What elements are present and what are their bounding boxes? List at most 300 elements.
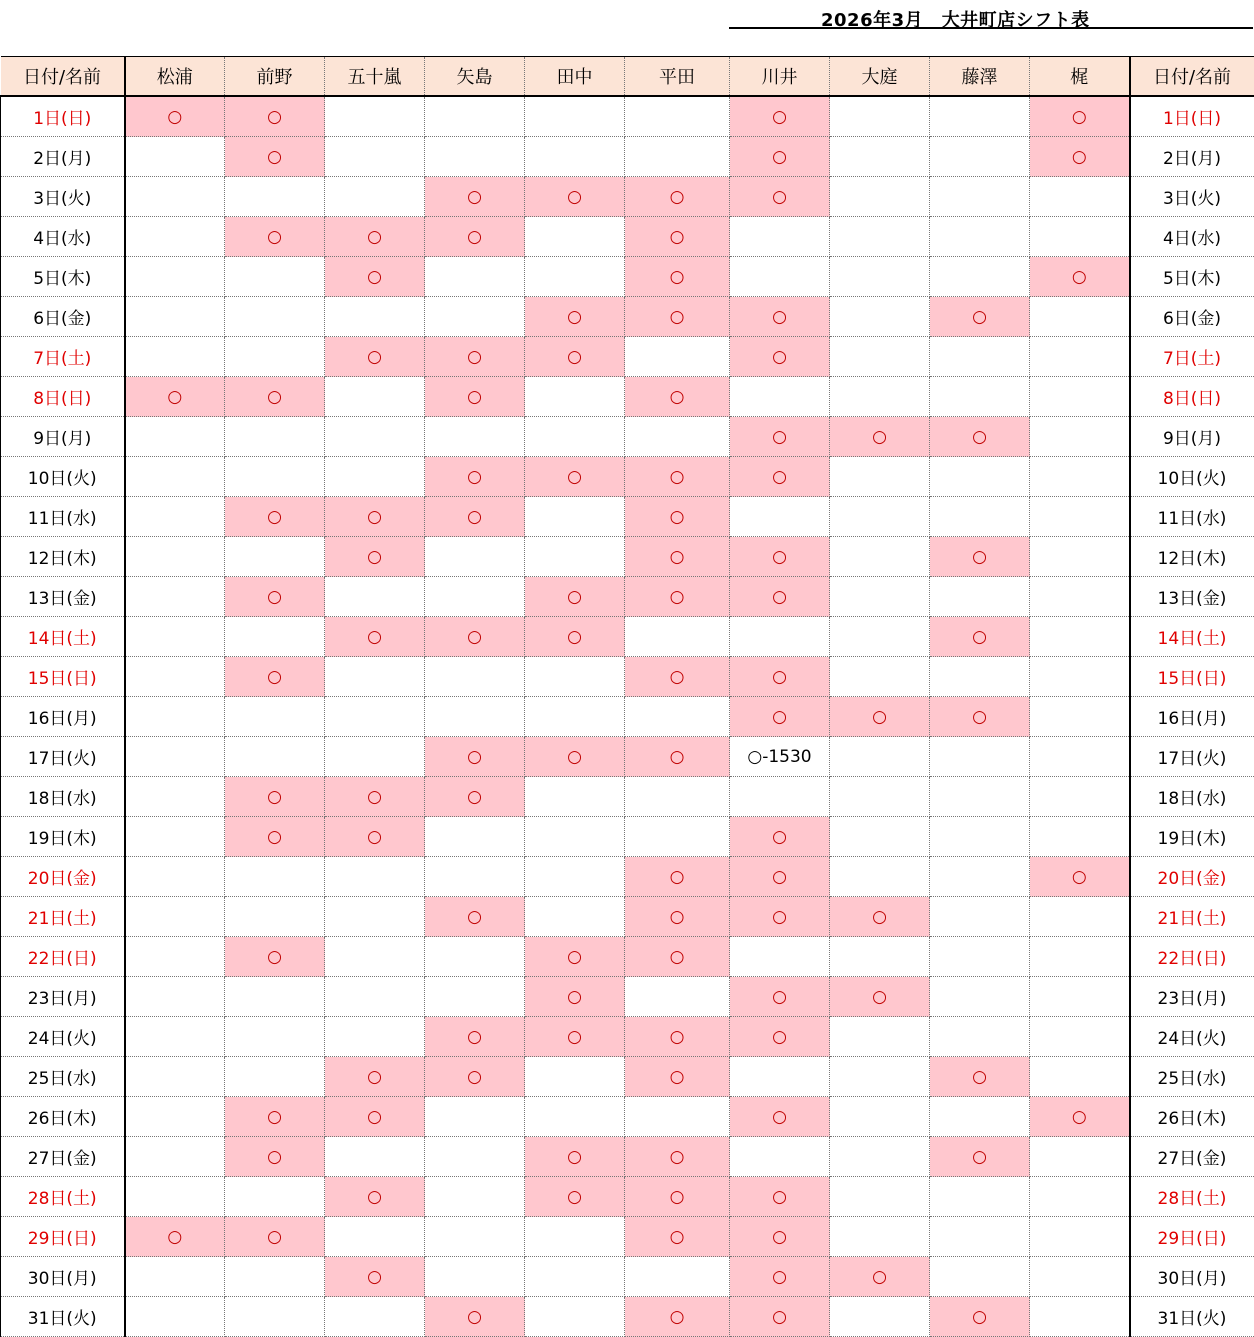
shift-cell[interactable]: ○ (730, 1297, 830, 1337)
shift-cell[interactable] (830, 537, 930, 577)
shift-cell[interactable]: ○ (730, 417, 830, 457)
shift-cell[interactable] (1030, 1017, 1130, 1057)
shift-cell[interactable]: ○ (425, 737, 525, 777)
shift-cell[interactable]: ○ (625, 217, 730, 257)
shift-cell[interactable] (1030, 1297, 1130, 1337)
shift-cell[interactable]: ○ (730, 1217, 830, 1257)
shift-cell[interactable] (1030, 1057, 1130, 1097)
shift-cell[interactable] (425, 1097, 525, 1137)
shift-cell[interactable] (125, 1257, 225, 1297)
shift-cell[interactable]: ○ (525, 297, 625, 337)
shift-cell[interactable] (125, 577, 225, 617)
shift-cell[interactable] (125, 257, 225, 297)
shift-cell[interactable] (830, 377, 930, 417)
shift-cell[interactable]: ○ (125, 1217, 225, 1257)
shift-cell[interactable]: ○ (730, 1097, 830, 1137)
shift-cell[interactable] (1030, 577, 1130, 617)
shift-cell[interactable]: ○ (625, 1177, 730, 1217)
shift-cell[interactable] (425, 537, 525, 577)
shift-cell[interactable] (525, 217, 625, 257)
shift-cell[interactable] (730, 1137, 830, 1177)
shift-cell[interactable] (930, 1217, 1030, 1257)
shift-cell[interactable] (830, 1217, 930, 1257)
shift-cell[interactable] (225, 857, 325, 897)
shift-cell[interactable]: ○ (525, 1137, 625, 1177)
shift-cell[interactable] (425, 1137, 525, 1177)
shift-cell[interactable]: ○ (325, 217, 425, 257)
shift-cell[interactable] (225, 297, 325, 337)
shift-cell[interactable] (525, 657, 625, 697)
shift-cell[interactable]: ○ (225, 577, 325, 617)
shift-cell[interactable] (125, 537, 225, 577)
shift-cell[interactable] (525, 897, 625, 937)
shift-cell[interactable]: ○ (930, 537, 1030, 577)
shift-cell[interactable]: ○ (325, 497, 425, 537)
shift-cell[interactable] (325, 1137, 425, 1177)
shift-cell[interactable] (930, 497, 1030, 537)
shift-cell[interactable] (930, 377, 1030, 417)
shift-cell[interactable] (125, 1297, 225, 1337)
shift-cell[interactable] (425, 817, 525, 857)
shift-cell[interactable]: ○ (525, 337, 625, 377)
shift-cell[interactable] (125, 137, 225, 177)
shift-cell[interactable] (930, 777, 1030, 817)
shift-cell[interactable]: ○ (525, 937, 625, 977)
shift-cell[interactable]: ○ (625, 457, 730, 497)
shift-cell[interactable]: ○ (930, 1137, 1030, 1177)
shift-cell[interactable] (225, 177, 325, 217)
shift-cell[interactable] (325, 1017, 425, 1057)
shift-cell[interactable]: ○ (525, 577, 625, 617)
shift-cell[interactable]: ○ (425, 457, 525, 497)
shift-cell[interactable] (525, 96, 625, 137)
shift-cell[interactable] (830, 177, 930, 217)
shift-cell[interactable]: ○ (425, 377, 525, 417)
shift-cell[interactable] (225, 737, 325, 777)
shift-cell[interactable]: ○ (325, 337, 425, 377)
shift-cell[interactable]: ○ (830, 897, 930, 937)
shift-cell[interactable]: ○ (830, 977, 930, 1017)
shift-cell[interactable] (1030, 177, 1130, 217)
shift-cell[interactable] (930, 817, 1030, 857)
shift-cell[interactable]: ○ (525, 617, 625, 657)
shift-cell[interactable] (125, 457, 225, 497)
shift-cell[interactable]: ○ (730, 177, 830, 217)
shift-cell[interactable] (730, 1057, 830, 1097)
shift-cell[interactable]: ○ (730, 137, 830, 177)
shift-cell[interactable] (325, 937, 425, 977)
shift-cell[interactable] (830, 297, 930, 337)
shift-cell[interactable] (425, 937, 525, 977)
shift-cell[interactable]: ○ (325, 257, 425, 297)
shift-cell[interactable]: ○ (730, 657, 830, 697)
shift-cell[interactable]: ○ (830, 1257, 930, 1297)
shift-cell[interactable] (125, 1137, 225, 1177)
shift-cell[interactable]: ○ (730, 857, 830, 897)
shift-cell[interactable] (830, 96, 930, 137)
shift-cell[interactable] (425, 1257, 525, 1297)
shift-cell[interactable] (1030, 817, 1130, 857)
shift-cell[interactable] (930, 137, 1030, 177)
shift-cell[interactable]: ○ (625, 577, 730, 617)
shift-cell[interactable]: ○ (425, 1057, 525, 1097)
shift-cell[interactable]: ○ (625, 497, 730, 537)
shift-cell[interactable] (830, 1017, 930, 1057)
shift-cell[interactable] (425, 577, 525, 617)
shift-cell[interactable] (930, 737, 1030, 777)
shift-cell[interactable] (1030, 697, 1130, 737)
shift-cell[interactable]: ○ (730, 537, 830, 577)
shift-cell[interactable] (1030, 217, 1130, 257)
shift-cell[interactable] (1030, 337, 1130, 377)
shift-cell[interactable] (125, 1057, 225, 1097)
shift-cell[interactable]: ○ (625, 657, 730, 697)
shift-cell[interactable]: ○ (425, 217, 525, 257)
shift-cell[interactable] (125, 497, 225, 537)
shift-cell[interactable]: ○ (325, 777, 425, 817)
shift-cell[interactable] (425, 257, 525, 297)
shift-cell[interactable] (225, 1257, 325, 1297)
shift-cell[interactable]: ○ (525, 1017, 625, 1057)
shift-cell[interactable] (930, 457, 1030, 497)
shift-cell[interactable] (525, 1057, 625, 1097)
shift-cell[interactable]: ○ (730, 1257, 830, 1297)
shift-cell[interactable] (830, 257, 930, 297)
shift-cell[interactable]: ○ (930, 1297, 1030, 1337)
shift-cell[interactable]: ○ (625, 1017, 730, 1057)
shift-cell[interactable]: ○ (730, 297, 830, 337)
shift-cell[interactable] (830, 737, 930, 777)
shift-cell[interactable] (625, 1257, 730, 1297)
shift-cell[interactable] (1030, 417, 1130, 457)
shift-cell[interactable] (930, 96, 1030, 137)
shift-cell[interactable] (225, 337, 325, 377)
shift-cell[interactable] (425, 1217, 525, 1257)
shift-cell[interactable] (930, 337, 1030, 377)
shift-cell[interactable] (325, 897, 425, 937)
shift-cell[interactable]: ○ (930, 297, 1030, 337)
shift-cell[interactable] (930, 1017, 1030, 1057)
shift-cell[interactable] (930, 977, 1030, 1017)
shift-cell[interactable] (1030, 977, 1130, 1017)
shift-cell[interactable] (525, 257, 625, 297)
shift-cell[interactable] (325, 417, 425, 457)
shift-cell[interactable] (325, 737, 425, 777)
shift-cell[interactable]: ○ (425, 177, 525, 217)
shift-cell[interactable]: ○ (625, 737, 730, 777)
shift-cell[interactable]: ○ (625, 177, 730, 217)
shift-cell[interactable] (930, 1097, 1030, 1137)
shift-cell[interactable]: ○ (525, 177, 625, 217)
shift-cell[interactable] (125, 897, 225, 937)
shift-cell[interactable]: ○ (225, 1097, 325, 1137)
shift-cell[interactable]: ○ (625, 857, 730, 897)
shift-cell[interactable] (125, 1097, 225, 1137)
shift-cell[interactable] (930, 177, 1030, 217)
shift-cell[interactable]: ○ (425, 1297, 525, 1337)
shift-cell[interactable] (125, 737, 225, 777)
shift-cell[interactable]: ○ (525, 977, 625, 1017)
shift-cell[interactable] (125, 977, 225, 1017)
shift-cell[interactable]: ○ (730, 897, 830, 937)
shift-cell[interactable] (325, 577, 425, 617)
shift-cell[interactable] (1030, 937, 1130, 977)
shift-cell[interactable] (730, 777, 830, 817)
shift-cell[interactable] (125, 857, 225, 897)
shift-cell[interactable]: ○ (225, 96, 325, 137)
shift-cell[interactable] (730, 257, 830, 297)
shift-cell[interactable]: ○ (930, 1057, 1030, 1097)
shift-cell[interactable] (625, 96, 730, 137)
shift-cell[interactable]: ○ (425, 897, 525, 937)
shift-cell[interactable]: ○ (125, 377, 225, 417)
shift-cell[interactable] (830, 1097, 930, 1137)
shift-cell[interactable]: ○ (325, 1257, 425, 1297)
shift-cell[interactable] (625, 337, 730, 377)
shift-cell[interactable]: ○-1530 (730, 737, 830, 777)
shift-cell[interactable] (830, 1177, 930, 1217)
shift-cell[interactable] (730, 497, 830, 537)
shift-cell[interactable] (830, 457, 930, 497)
shift-cell[interactable] (625, 817, 730, 857)
shift-cell[interactable] (125, 617, 225, 657)
shift-cell[interactable]: ○ (225, 137, 325, 177)
shift-cell[interactable] (125, 817, 225, 857)
shift-cell[interactable]: ○ (730, 1177, 830, 1217)
shift-cell[interactable] (425, 857, 525, 897)
shift-cell[interactable] (525, 537, 625, 577)
shift-cell[interactable] (225, 697, 325, 737)
shift-cell[interactable] (325, 1217, 425, 1257)
shift-cell[interactable]: ○ (525, 1177, 625, 1217)
shift-cell[interactable] (930, 1257, 1030, 1297)
shift-cell[interactable] (225, 1057, 325, 1097)
shift-cell[interactable] (425, 417, 525, 457)
shift-cell[interactable]: ○ (625, 297, 730, 337)
shift-cell[interactable]: ○ (625, 1217, 730, 1257)
shift-cell[interactable] (730, 377, 830, 417)
shift-cell[interactable]: ○ (1030, 137, 1130, 177)
shift-cell[interactable]: ○ (225, 657, 325, 697)
shift-cell[interactable] (1030, 777, 1130, 817)
shift-cell[interactable]: ○ (425, 1017, 525, 1057)
shift-cell[interactable] (830, 1057, 930, 1097)
shift-cell[interactable] (225, 977, 325, 1017)
shift-cell[interactable] (525, 1097, 625, 1137)
shift-cell[interactable] (930, 857, 1030, 897)
shift-cell[interactable] (325, 297, 425, 337)
shift-cell[interactable] (830, 937, 930, 977)
shift-cell[interactable] (1030, 297, 1130, 337)
shift-cell[interactable]: ○ (730, 817, 830, 857)
shift-cell[interactable] (525, 697, 625, 737)
shift-cell[interactable] (325, 137, 425, 177)
shift-cell[interactable] (930, 257, 1030, 297)
shift-cell[interactable] (525, 1217, 625, 1257)
shift-cell[interactable] (125, 297, 225, 337)
shift-cell[interactable]: ○ (730, 697, 830, 737)
shift-cell[interactable] (325, 377, 425, 417)
shift-cell[interactable] (930, 577, 1030, 617)
shift-cell[interactable]: ○ (325, 1097, 425, 1137)
shift-cell[interactable]: ○ (625, 537, 730, 577)
shift-cell[interactable] (325, 96, 425, 137)
shift-cell[interactable]: ○ (325, 1177, 425, 1217)
shift-cell[interactable]: ○ (730, 337, 830, 377)
shift-cell[interactable]: ○ (730, 577, 830, 617)
shift-cell[interactable]: ○ (1030, 1097, 1130, 1137)
shift-cell[interactable] (425, 297, 525, 337)
shift-cell[interactable] (325, 657, 425, 697)
shift-cell[interactable]: ○ (225, 777, 325, 817)
shift-cell[interactable] (125, 417, 225, 457)
shift-cell[interactable] (1030, 377, 1130, 417)
shift-cell[interactable] (425, 697, 525, 737)
shift-cell[interactable]: ○ (325, 617, 425, 657)
shift-cell[interactable]: ○ (125, 96, 225, 137)
shift-cell[interactable]: ○ (625, 937, 730, 977)
shift-cell[interactable]: ○ (425, 337, 525, 377)
shift-cell[interactable] (1030, 457, 1130, 497)
shift-cell[interactable]: ○ (225, 1137, 325, 1177)
shift-cell[interactable] (830, 217, 930, 257)
shift-cell[interactable]: ○ (225, 1217, 325, 1257)
shift-cell[interactable] (625, 777, 730, 817)
shift-cell[interactable] (125, 937, 225, 977)
shift-cell[interactable] (425, 657, 525, 697)
shift-cell[interactable] (625, 137, 730, 177)
shift-cell[interactable] (730, 217, 830, 257)
shift-cell[interactable]: ○ (225, 497, 325, 537)
shift-cell[interactable] (830, 337, 930, 377)
shift-cell[interactable] (425, 977, 525, 1017)
shift-cell[interactable]: ○ (930, 617, 1030, 657)
shift-cell[interactable] (625, 1097, 730, 1137)
shift-cell[interactable] (125, 217, 225, 257)
shift-cell[interactable] (525, 817, 625, 857)
shift-cell[interactable]: ○ (830, 697, 930, 737)
shift-cell[interactable] (225, 537, 325, 577)
shift-cell[interactable] (325, 177, 425, 217)
shift-cell[interactable] (325, 857, 425, 897)
shift-cell[interactable] (830, 577, 930, 617)
shift-cell[interactable] (225, 1017, 325, 1057)
shift-cell[interactable] (930, 897, 1030, 937)
shift-cell[interactable] (425, 137, 525, 177)
shift-cell[interactable]: ○ (1030, 96, 1130, 137)
shift-cell[interactable] (325, 977, 425, 1017)
shift-cell[interactable] (125, 177, 225, 217)
shift-cell[interactable] (425, 96, 525, 137)
shift-cell[interactable]: ○ (830, 417, 930, 457)
shift-cell[interactable] (1030, 897, 1130, 937)
shift-cell[interactable] (125, 337, 225, 377)
shift-cell[interactable] (625, 617, 730, 657)
shift-cell[interactable]: ○ (225, 937, 325, 977)
shift-cell[interactable]: ○ (625, 1297, 730, 1337)
shift-cell[interactable] (830, 497, 930, 537)
shift-cell[interactable]: ○ (425, 777, 525, 817)
shift-cell[interactable] (525, 497, 625, 537)
shift-cell[interactable] (1030, 1177, 1130, 1217)
shift-cell[interactable] (125, 657, 225, 697)
shift-cell[interactable] (625, 417, 730, 457)
shift-cell[interactable] (125, 1017, 225, 1057)
shift-cell[interactable] (325, 697, 425, 737)
shift-cell[interactable] (525, 417, 625, 457)
shift-cell[interactable] (125, 1177, 225, 1217)
shift-cell[interactable]: ○ (425, 617, 525, 657)
shift-cell[interactable]: ○ (1030, 257, 1130, 297)
shift-cell[interactable]: ○ (1030, 857, 1130, 897)
shift-cell[interactable] (225, 1297, 325, 1337)
shift-cell[interactable] (1030, 497, 1130, 537)
shift-cell[interactable]: ○ (730, 977, 830, 1017)
shift-cell[interactable]: ○ (930, 697, 1030, 737)
shift-cell[interactable] (930, 1177, 1030, 1217)
shift-cell[interactable] (225, 897, 325, 937)
shift-cell[interactable]: ○ (525, 737, 625, 777)
shift-cell[interactable]: ○ (930, 417, 1030, 457)
shift-cell[interactable] (1030, 1257, 1130, 1297)
shift-cell[interactable] (525, 377, 625, 417)
shift-cell[interactable]: ○ (625, 1137, 730, 1177)
shift-cell[interactable] (830, 777, 930, 817)
shift-cell[interactable] (830, 857, 930, 897)
shift-cell[interactable]: ○ (425, 497, 525, 537)
shift-cell[interactable] (730, 937, 830, 977)
shift-cell[interactable]: ○ (730, 96, 830, 137)
shift-cell[interactable]: ○ (525, 457, 625, 497)
shift-cell[interactable] (425, 1177, 525, 1217)
shift-cell[interactable]: ○ (625, 1057, 730, 1097)
shift-cell[interactable] (830, 1297, 930, 1337)
shift-cell[interactable] (625, 697, 730, 737)
shift-cell[interactable] (1030, 657, 1130, 697)
shift-cell[interactable]: ○ (225, 377, 325, 417)
shift-cell[interactable] (1030, 537, 1130, 577)
shift-cell[interactable] (525, 1297, 625, 1337)
shift-cell[interactable] (830, 657, 930, 697)
shift-cell[interactable]: ○ (730, 457, 830, 497)
shift-cell[interactable]: ○ (225, 817, 325, 857)
shift-cell[interactable] (225, 617, 325, 657)
shift-cell[interactable]: ○ (225, 217, 325, 257)
shift-cell[interactable] (830, 1137, 930, 1177)
shift-cell[interactable] (1030, 617, 1130, 657)
shift-cell[interactable] (525, 857, 625, 897)
shift-cell[interactable]: ○ (625, 897, 730, 937)
shift-cell[interactable] (225, 1177, 325, 1217)
shift-cell[interactable] (125, 697, 225, 737)
shift-cell[interactable] (525, 1257, 625, 1297)
shift-cell[interactable]: ○ (625, 257, 730, 297)
shift-cell[interactable]: ○ (325, 537, 425, 577)
shift-cell[interactable] (930, 937, 1030, 977)
shift-cell[interactable] (525, 137, 625, 177)
shift-cell[interactable] (325, 1297, 425, 1337)
shift-cell[interactable] (225, 457, 325, 497)
shift-cell[interactable]: ○ (325, 817, 425, 857)
shift-cell[interactable] (225, 417, 325, 457)
shift-cell[interactable] (1030, 737, 1130, 777)
shift-cell[interactable] (325, 457, 425, 497)
shift-cell[interactable] (830, 137, 930, 177)
shift-cell[interactable] (125, 777, 225, 817)
shift-cell[interactable] (1030, 1137, 1130, 1177)
shift-cell[interactable]: ○ (325, 1057, 425, 1097)
shift-cell[interactable] (525, 777, 625, 817)
